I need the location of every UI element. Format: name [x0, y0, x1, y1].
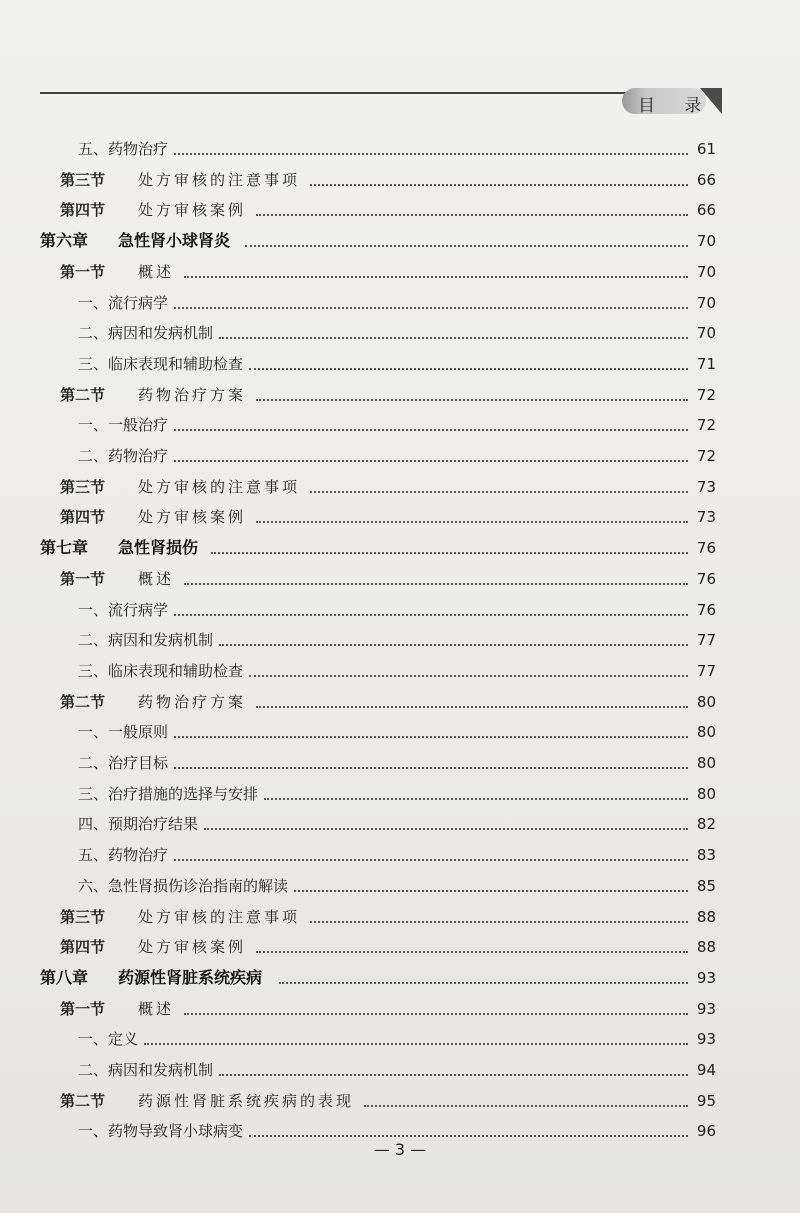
dot-leader	[174, 614, 688, 616]
page-ref: 85	[696, 876, 716, 895]
page-ref: 93	[696, 1030, 716, 1049]
dot-leader	[174, 153, 688, 155]
section-number: 第三节	[60, 477, 106, 496]
dot-leader	[245, 245, 688, 247]
dot-leader	[256, 214, 688, 216]
dot-leader	[174, 429, 688, 431]
toc-entry-section[interactable]	[0, 165, 800, 195]
page-ref: 70	[696, 232, 716, 251]
section-title: 处方审核案例	[138, 201, 247, 220]
item-title: 五、药物治疗	[78, 846, 169, 865]
page-ref: 94	[696, 1061, 716, 1079]
page-ref: 80	[696, 723, 716, 742]
header-title: 目 录	[638, 96, 714, 116]
dot-leader	[279, 982, 688, 984]
section-number: 第四节	[60, 508, 106, 527]
chapter-title: 药源性肾脏系统疾病	[118, 967, 263, 987]
section-number: 第四节	[60, 201, 106, 220]
page-ref: 76	[696, 539, 716, 558]
dot-leader	[211, 552, 688, 554]
toc-entry-section[interactable]	[0, 380, 800, 410]
toc-entry-section[interactable]	[0, 502, 800, 532]
page-ref: 70	[696, 324, 716, 343]
chapter-title: 急性肾损伤	[118, 538, 199, 558]
item-title: 六、急性肾损伤诊治指南的解读	[78, 876, 289, 895]
section-title: 处方审核的注意事项	[138, 477, 301, 496]
toc-entry-item[interactable]	[0, 871, 800, 901]
toc-entry-item[interactable]	[0, 656, 800, 686]
page-ref: 80	[696, 754, 716, 772]
section-title: 处方审核的注意事项	[138, 170, 301, 189]
toc-entry-section[interactable]	[0, 902, 800, 932]
page-ref: 76	[696, 600, 716, 619]
toc-entry-chapter[interactable]	[0, 226, 800, 256]
toc-entry-item[interactable]	[0, 441, 800, 471]
page-ref: 88	[696, 938, 716, 957]
dot-leader	[249, 675, 688, 677]
dot-leader	[184, 1013, 688, 1015]
section-number: 第二节	[60, 1091, 106, 1110]
page-ref: 61	[696, 140, 716, 158]
header-tab	[622, 86, 720, 118]
dot-leader	[256, 706, 688, 708]
toc-entry-item[interactable]	[0, 748, 800, 778]
dot-leader	[310, 184, 688, 186]
page-ref: 71	[696, 354, 716, 373]
section-number: 第一节	[60, 262, 106, 281]
item-title: 二、治疗目标	[78, 754, 169, 772]
item-title: 二、药物治疗	[78, 447, 169, 465]
item-title: 三、临床表现和辅助检查	[78, 661, 244, 680]
page-ref: 73	[696, 508, 716, 527]
dot-leader	[219, 337, 688, 339]
item-title: 四、预期治疗结果	[78, 815, 199, 834]
page-ref: 70	[696, 262, 716, 281]
page-ref: 82	[696, 815, 716, 834]
dot-leader	[364, 1105, 688, 1107]
toc-entry-section[interactable]	[0, 195, 800, 225]
toc-entry-item[interactable]	[0, 1055, 800, 1085]
toc-entry-item[interactable]	[0, 134, 800, 164]
page-ref: 88	[696, 907, 716, 926]
toc-entry-section[interactable]	[0, 687, 800, 717]
chapter-title: 急性肾小球肾炎	[118, 231, 231, 251]
section-title: 概述	[138, 569, 175, 588]
page-ref: 77	[696, 631, 716, 650]
section-number: 第四节	[60, 938, 106, 957]
toc-entry-item[interactable]	[0, 1024, 800, 1054]
dot-leader	[256, 951, 688, 953]
page-ref: 76	[696, 569, 716, 588]
section-title: 概述	[138, 262, 175, 281]
dot-leader	[174, 767, 688, 769]
dot-leader	[174, 859, 688, 861]
dot-leader	[219, 1074, 688, 1076]
item-title: 一、一般原则	[78, 723, 169, 742]
section-number: 第一节	[60, 569, 106, 588]
toc-entry-item[interactable]	[0, 625, 800, 655]
header-rule	[40, 92, 630, 94]
dot-leader	[249, 368, 688, 370]
chapter-number: 第八章	[40, 967, 89, 987]
dot-leader	[184, 583, 688, 585]
dot-leader	[204, 828, 688, 830]
page-ref: 93	[696, 999, 716, 1018]
toc-entry-chapter[interactable]	[0, 533, 800, 563]
page-ref: 96	[696, 1122, 716, 1141]
dot-leader	[174, 460, 688, 462]
dot-leader	[294, 890, 688, 892]
item-title: 三、治疗措施的选择与安排	[78, 784, 259, 803]
section-title: 概述	[138, 999, 175, 1018]
section-number: 第三节	[60, 170, 106, 189]
page-ref: 83	[696, 846, 716, 865]
item-title: 二、病因和发病机制	[78, 1061, 214, 1079]
toc-entry-item[interactable]	[0, 717, 800, 747]
item-title: 一、一般治疗	[78, 416, 169, 435]
toc-entry-item[interactable]	[0, 595, 800, 625]
item-title: 一、流行病学	[78, 293, 169, 312]
item-title: 三、临床表现和辅助检查	[78, 354, 244, 373]
toc-entry-item[interactable]	[0, 318, 800, 348]
page-ref: 80	[696, 692, 716, 711]
section-title: 药源性肾脏系统疾病的表现	[138, 1091, 355, 1110]
item-title: 二、病因和发病机制	[78, 631, 214, 650]
chapter-number: 第六章	[40, 231, 89, 251]
section-number: 第三节	[60, 907, 106, 926]
item-title: 一、流行病学	[78, 600, 169, 619]
dot-leader	[310, 921, 688, 923]
page-ref: 72	[696, 416, 716, 435]
page-ref: 93	[696, 968, 716, 987]
section-title: 药物治疗方案	[138, 692, 247, 711]
toc-entry-section[interactable]	[0, 564, 800, 594]
section-title: 处方审核案例	[138, 938, 247, 957]
dot-leader	[144, 1043, 688, 1045]
page-ref: 72	[696, 447, 716, 465]
toc-entry-item[interactable]	[0, 779, 800, 809]
toc-entry-chapter[interactable]	[0, 963, 800, 993]
toc-entry-section[interactable]	[0, 257, 800, 287]
item-title: 二、病因和发病机制	[78, 324, 214, 343]
section-title: 处方审核案例	[138, 508, 247, 527]
toc-entry-section[interactable]	[0, 1086, 800, 1116]
dot-leader	[256, 399, 688, 401]
toc-entry-section[interactable]	[0, 932, 800, 962]
toc-entry-section[interactable]	[0, 994, 800, 1024]
page-ref: 70	[696, 293, 716, 312]
toc-entry-item[interactable]	[0, 349, 800, 379]
dot-leader	[174, 307, 688, 309]
toc-entry-item[interactable]	[0, 809, 800, 839]
dot-leader	[264, 798, 688, 800]
toc-entry-item[interactable]	[0, 840, 800, 870]
section-number: 第一节	[60, 999, 106, 1018]
toc-entry-item[interactable]	[0, 410, 800, 440]
page-ref: 80	[696, 784, 716, 803]
section-number: 第二节	[60, 692, 106, 711]
item-title: 一、药物导致肾小球病变	[78, 1122, 244, 1141]
toc-entry-section[interactable]	[0, 472, 800, 502]
page-ref: 72	[696, 385, 716, 404]
dot-leader	[174, 736, 688, 738]
section-title: 处方审核的注意事项	[138, 907, 301, 926]
section-title: 药物治疗方案	[138, 385, 247, 404]
dot-leader	[256, 521, 688, 523]
page-ref: 73	[696, 477, 716, 496]
item-title: 五、药物治疗	[78, 140, 169, 158]
toc-entry-item[interactable]	[0, 288, 800, 318]
item-title: 一、定义	[78, 1030, 139, 1049]
chapter-number: 第七章	[40, 538, 89, 558]
page-ref: 66	[696, 170, 716, 189]
page-ref: 66	[696, 201, 716, 220]
dot-leader	[249, 1135, 688, 1137]
page-number: — 3 —	[373, 1140, 427, 1159]
section-number: 第二节	[60, 385, 106, 404]
page-ref: 77	[696, 661, 716, 680]
page-ref: 95	[696, 1091, 716, 1110]
dot-leader	[310, 491, 688, 493]
dot-leader	[219, 644, 688, 646]
dot-leader	[184, 276, 688, 278]
